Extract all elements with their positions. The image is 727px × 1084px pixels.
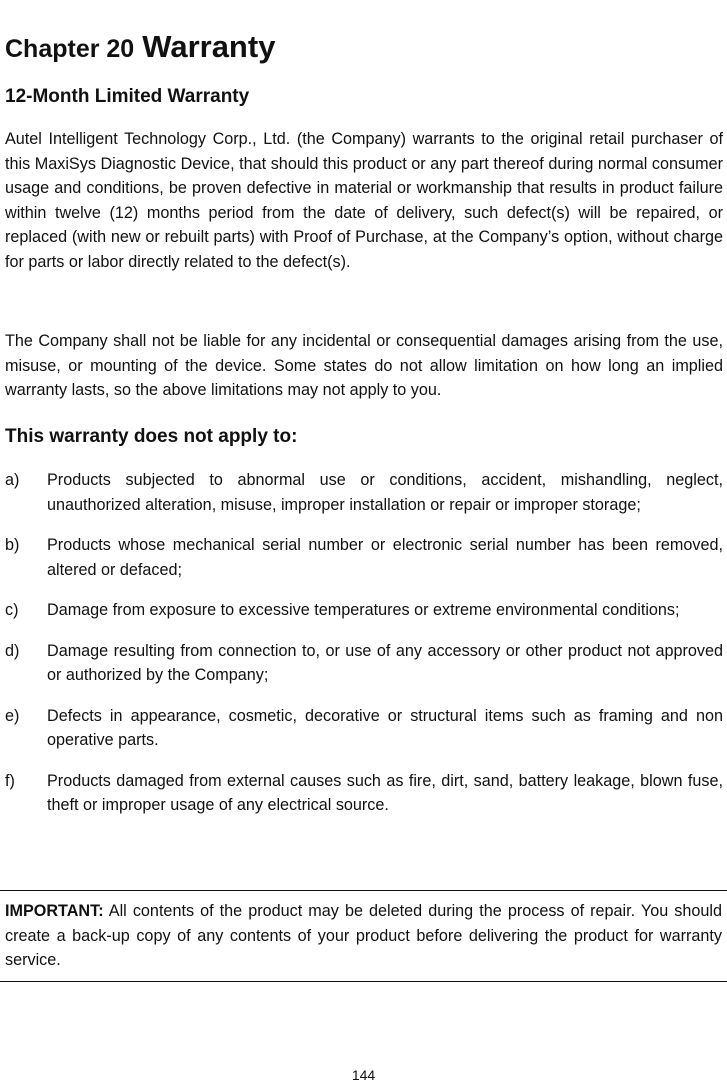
list-item <box>5 598 723 623</box>
list-item-text: Products whose mechanical serial number or electronic serial number has been removed, altered or defaced; <box>47 536 723 579</box>
list-marker: f) <box>5 771 15 790</box>
chapter-number: Chapter 20 <box>5 35 135 63</box>
warranty-paragraph: Autel Intelligent Technology Corp., Ltd. (the Company) warrants to the original retail purchaser of this MaxiSys Diagnostic Device, that should this product or any part thereof during normal consumer usage and conditions, be proven defective in material or workmanship that results in product failure within twelve (12) months period from the date of delivery, such defect(s) will be repaired, or replaced (with new or rebuilt parts) with Proof of Purchase, at the Company’s option, without charge for parts or labor directly related to the defect(s). <box>5 130 723 271</box>
chapter-title: Warranty <box>142 29 276 64</box>
important-label: IMPORTANT: <box>5 902 104 920</box>
list-item-text: Damage from exposure to excessive temperatures or extreme environmental conditions; <box>47 601 680 619</box>
list-marker: a) <box>5 471 20 489</box>
important-text: All contents of the product may be deleted during the process of repair. You should create a back-up copy of any contents of your product before delivering the product for warranty service. <box>5 902 722 969</box>
list-item <box>5 639 723 688</box>
list-item-text: Damage resulting from connection to, or use of any accessory or other product not approved or authorized by the Company; <box>47 641 723 684</box>
list-item-text: Defects in appearance, cosmetic, decorative or structural items such as framing and non operative parts. <box>47 706 723 749</box>
liability-paragraph: The Company shall not be liable for any incidental or consequential damages arising from the use, misuse, or mounting of the device. Some states do not allow limitation on how long an implied warranty lasts, so the above limitations may not apply to you. <box>5 332 723 399</box>
important-note <box>0 890 727 982</box>
list-marker: e) <box>5 706 20 725</box>
list-item-text: Products subjected to abnormal use or conditions, accident, mishandling, neglect, unauthorized alteration, misuse, improper installation or repair or improper storage; <box>47 471 723 514</box>
list-item <box>5 769 723 818</box>
list-marker: b) <box>5 536 20 554</box>
list-item-text: Products damaged from external causes such as fire, dirt, sand, battery leakage, blown fuse, theft or improper usage of any electrical source. <box>47 771 723 814</box>
list-item <box>5 533 723 582</box>
section-title: 12-Month Limited Warranty <box>5 86 250 107</box>
list-marker: d) <box>5 641 20 660</box>
list-item <box>5 704 723 753</box>
chapter-heading <box>5 28 275 65</box>
exclusions-title: This warranty does not apply to: <box>5 426 298 447</box>
list-item <box>5 468 723 517</box>
page-number: 144 <box>351 1067 376 1083</box>
exclusions-list <box>5 468 723 834</box>
list-marker: c) <box>5 601 19 619</box>
